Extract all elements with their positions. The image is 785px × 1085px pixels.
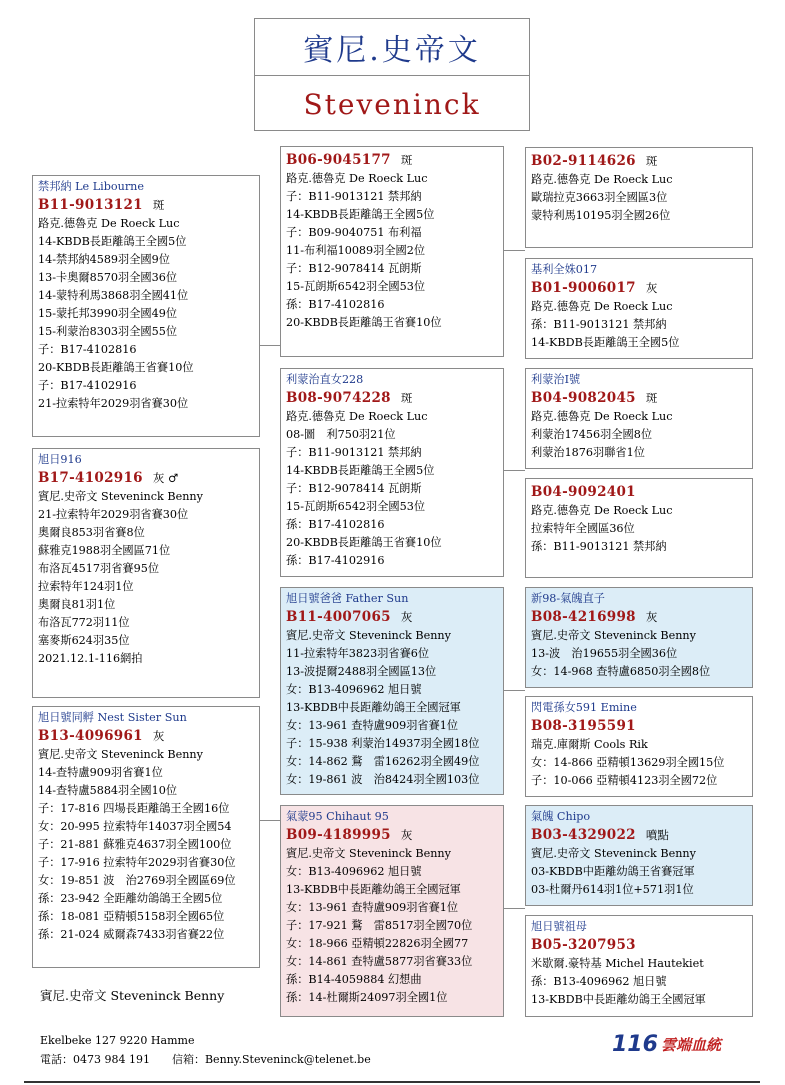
detail-line: 女：14-968 查特盧6850羽全國8位: [531, 665, 711, 678]
ring-row: [531, 482, 747, 502]
detail-line: 子：B17-4102916: [38, 379, 137, 392]
detail-line: 14-蒙特利馬3868羽全國41位: [38, 289, 189, 302]
ring-number: B17-4102916: [38, 470, 143, 486]
detail-line: 利蒙治17456羽全國8位: [531, 428, 653, 441]
detail-line: 路克.德魯克 De Roeck Luc: [531, 173, 673, 186]
detail-line: 14-KBDB長距離鴿王全國5位: [286, 208, 435, 221]
dam-dam-dam-card: [525, 915, 753, 1017]
detail-line: 21-拉索特年2029羽省賽30位: [38, 397, 189, 410]
detail-line: 孫：B17-4102816: [286, 518, 385, 531]
detail-line: 子：17-921 鶩 雷8517羽全國70位: [286, 919, 473, 932]
brand-logo: [612, 1032, 721, 1057]
detail-line: 03-KBDB中距離幼鴿王省賽冠軍: [531, 865, 695, 878]
ring-row: [38, 468, 254, 488]
detail-line: 11-布利福10089羽全國2位: [286, 244, 426, 257]
ring-number: B11-9013121: [38, 197, 143, 213]
detail-line: 拉索特年124羽1位: [38, 580, 134, 593]
logo-number: 116: [612, 1032, 658, 1057]
detail-line: 女：14-861 查特盧5877羽省賽33位: [286, 955, 473, 968]
detail-line: 女：13-961 查特盧909羽省賽1位: [286, 901, 459, 914]
detail-line: 13-波提爾2488羽全國區13位: [286, 665, 437, 678]
ring-number: B02-9114626: [531, 153, 636, 169]
detail-line: 20-KBDB長距離鴿王省賽10位: [38, 361, 194, 374]
owner-name-chinese: 賓尼.史帝文: [255, 19, 529, 76]
color-mark: 灰: [645, 610, 658, 624]
pigeon-name: 旭日號祖母: [531, 920, 587, 933]
ring-row: [531, 607, 747, 627]
detail-line: 15-蒙托邦3990羽全國49位: [38, 307, 178, 320]
detail-line: 子：B12-9078414 瓦朗斯: [286, 262, 422, 275]
detail-line: 孫：B11-9013121 禁邦納: [531, 318, 667, 331]
ring-number: B04-9092401: [531, 484, 636, 500]
ring-row: [531, 278, 747, 298]
detail-line: 路克.德魯克 De Roeck Luc: [531, 300, 673, 313]
detail-line: 孫：B13-4096962 旭日號: [531, 975, 667, 988]
detail-line: 路克.德魯克 De Roeck Luc: [531, 504, 673, 517]
dam-sire-sire-card: [525, 587, 753, 688]
detail-line: 03-杜爾丹614羽1位+571羽1位: [531, 883, 694, 896]
sire-dam-sire-card: [525, 368, 753, 469]
detail-line: 13-卡奧爾8570羽全國36位: [38, 271, 178, 284]
bottom-divider: [24, 1081, 760, 1083]
detail-line: 女：B13-4096962 旭日號: [286, 865, 422, 878]
sire-sire-card: [280, 146, 504, 357]
address-text: Ekelbeke 127 9220 Hamme: [40, 1034, 195, 1047]
pigeon-name: 基利全姝017: [531, 263, 598, 276]
connector-line: [504, 470, 525, 471]
detail-line: 14-KBDB長距離鴿王全國5位: [286, 464, 435, 477]
ring-number: B06-9045177: [286, 152, 391, 168]
detail-line: 2021.12.1-116網拍: [38, 652, 143, 665]
color-mark: 斑: [400, 153, 413, 167]
detail-line: 子：17-816 四場長距離鴿王全國16位: [38, 802, 230, 815]
owner-signature: 賓尼.史帝文 Steveninck Benny: [40, 988, 225, 1003]
detail-line: 女：19-861 波 治8424羽全國103位: [286, 773, 480, 786]
pigeon-name: 旭日916: [38, 453, 82, 466]
connector-line: [504, 250, 525, 251]
detail-line: 賓尼.史帝文 Steveninck Benny: [286, 847, 451, 860]
detail-line: 女：13-961 查特盧909羽省賽1位: [286, 719, 459, 732]
detail-line: 賓尼.史帝文 Steveninck Benny: [286, 629, 451, 642]
pigeon-name: 閃電孫女591 Emine: [531, 701, 637, 714]
ring-row: [531, 151, 747, 171]
detail-line: 14-KBDB長距離鴿王全國5位: [531, 336, 680, 349]
detail-line: 20-KBDB長距離鴿王省賽10位: [286, 536, 442, 549]
connector-line: [504, 690, 525, 691]
detail-line: 子：B11-9013121 禁邦納: [286, 446, 422, 459]
connector-line: [260, 820, 280, 821]
detail-line: 蘇雅克1988羽全國區71位: [38, 544, 171, 557]
contact-text: 電話：0473 984 191 信箱：Benny.Steveninck@telenet.be: [40, 1053, 371, 1066]
color-mark: 斑: [645, 154, 658, 168]
detail-line: 布洛瓦772羽11位: [38, 616, 130, 629]
detail-line: 女：18-966 亞精頓22826羽全國77: [286, 937, 469, 950]
dam-card: [32, 706, 260, 968]
dam-dam-card: [280, 805, 504, 1017]
detail-line: 13-波 治19655羽全國36位: [531, 647, 678, 660]
color-mark: 斑: [152, 198, 165, 212]
detail-line: 子：15-938 利蒙治14937羽全國18位: [286, 737, 480, 750]
color-mark: 斑: [645, 391, 658, 405]
detail-line: 13-KBDB中長距離幼鴿王全國冠軍: [286, 701, 461, 714]
sire-sire-sire-card: [525, 147, 753, 248]
detail-line: 塞麥斯624羽35位: [38, 634, 130, 647]
detail-line: 子：B12-9078414 瓦朗斯: [286, 482, 422, 495]
pigeon-name: 氣蒙95 Chihaut 95: [286, 810, 389, 823]
ring-row: [286, 150, 498, 170]
detail-line: 15-瓦朗斯6542羽全國53位: [286, 280, 426, 293]
detail-line: 女：14-862 鶩 雷16262羽全國49位: [286, 755, 480, 768]
owner-name-english: Steveninck: [303, 87, 481, 121]
detail-line: 路克.德魯克 De Roeck Luc: [286, 410, 428, 423]
detail-line: 利蒙治1876羽聯省1位: [531, 446, 645, 459]
detail-line: 路克.德魯克 De Roeck Luc: [531, 410, 673, 423]
detail-line: 15-利蒙治8303羽全國55位: [38, 325, 178, 338]
detail-line: 子：B17-4102816: [38, 343, 137, 356]
ring-number: B03-4329022: [531, 827, 636, 843]
detail-line: 賓尼.史帝文 Steveninck Benny: [531, 847, 696, 860]
detail-line: 08-圖 利750羽21位: [286, 428, 396, 441]
ring-row: [531, 388, 747, 408]
detail-line: 14-查特盧909羽省賽1位: [38, 766, 163, 779]
detail-line: 20-KBDB長距離鴿王省賽10位: [286, 316, 442, 329]
ring-number: B11-4007065: [286, 609, 391, 625]
pigeon-name: 禁邦納 Le Libourne: [38, 180, 145, 193]
pigeon-name: 新98-氣魄直子: [531, 592, 605, 605]
ring-row: [38, 726, 254, 746]
detail-line: 21-拉索特年2029羽省賽30位: [38, 508, 189, 521]
sire-sire-dam-card: [525, 258, 753, 359]
ring-number: B08-9074228: [286, 390, 391, 406]
detail-line: 孫：B17-4102916: [286, 554, 385, 567]
detail-line: 賓尼.史帝文 Steveninck Benny: [38, 490, 203, 503]
color-mark: 斑: [400, 391, 413, 405]
detail-line: 歐瑞拉克3663羽全國區3位: [531, 191, 668, 204]
dam-dam-sire-card: [525, 805, 753, 906]
dam-sire-dam-card: [525, 696, 753, 797]
ring-number: B09-4189995: [286, 827, 391, 843]
detail-line: 孫：B14-4059884 幻想曲: [286, 973, 422, 986]
detail-line: 15-瓦朗斯6542羽全國53位: [286, 500, 426, 513]
subject-card: [32, 448, 260, 698]
sire-dam-dam-card: [525, 478, 753, 578]
ring-number: B08-4216998: [531, 609, 636, 625]
ring-row: [531, 825, 747, 845]
detail-line: 子：B09-9040751 布利福: [286, 226, 422, 239]
pigeon-name: 利蒙治直女228: [286, 373, 364, 386]
detail-line: 孫：23-942 全距離幼鴿鴿王全國5位: [38, 892, 223, 905]
pigeon-name: 利蒙治Ⅰ號: [531, 373, 581, 386]
detail-line: 11-拉索特年3823羽省賽6位: [286, 647, 430, 660]
pigeon-name: 氣魄 Chipo: [531, 810, 591, 823]
detail-line: 蒙特利馬10195羽全國26位: [531, 209, 671, 222]
connector-line: [504, 908, 525, 909]
color-mark: 灰: [400, 610, 413, 624]
detail-line: 賓尼.史帝文 Steveninck Benny: [38, 748, 203, 761]
detail-line: 子：21-881 蘇雅克4637羽全國100位: [38, 838, 232, 851]
detail-line: 女：B13-4096962 旭日號: [286, 683, 422, 696]
detail-line: 拉索特年全國區36位: [531, 522, 635, 535]
detail-line: 13-KBDB中長距離幼鴿王全國冠軍: [531, 993, 706, 1006]
color-mark: 灰: [152, 729, 165, 743]
ring-row: [531, 716, 747, 736]
ring-number: B05-3207953: [531, 937, 636, 953]
pigeon-name: 旭日號爸爸 Father Sun: [286, 592, 409, 605]
ring-row: [531, 935, 747, 955]
detail-line: 孫：18-081 亞精頓5158羽全國65位: [38, 910, 225, 923]
detail-line: 女：20-995 拉索特年14037羽全國54: [38, 820, 232, 833]
detail-line: 14-查特盧5884羽全國10位: [38, 784, 178, 797]
detail-line: 米歇爾.豪特基 Michel Hautekiet: [531, 957, 704, 970]
ring-row: [286, 388, 498, 408]
color-mark: 灰 ♂: [152, 471, 179, 485]
detail-line: 奧爾良81羽1位: [38, 598, 116, 611]
detail-line: 14-KBDB長距離鴿王全國5位: [38, 235, 187, 248]
detail-line: 孫：14-杜爾斯24097羽全國1位: [286, 991, 448, 1004]
detail-line: 賓尼.史帝文 Steveninck Benny: [531, 629, 696, 642]
detail-line: 奧爾良853羽省賽8位: [38, 526, 145, 539]
ring-number: B13-4096961: [38, 728, 143, 744]
ring-row: [286, 607, 498, 627]
color-mark: 灰: [645, 281, 658, 295]
color-mark: 灰: [400, 828, 413, 842]
pedigree-header: [254, 18, 530, 131]
detail-line: 孫：21-024 威爾森7433羽省賽22位: [38, 928, 225, 941]
detail-line: 子：B11-9013121 禁邦納: [286, 190, 422, 203]
sire-dam-card: [280, 368, 504, 577]
detail-line: 路克.德魯克 De Roeck Luc: [38, 217, 180, 230]
detail-line: 13-KBDB中長距離幼鴿王全國冠軍: [286, 883, 461, 896]
detail-line: 女：19-851 波 治2769羽全國區69位: [38, 874, 236, 887]
detail-line: 女：14-866 亞精頓13629羽全國15位: [531, 756, 725, 769]
detail-line: 子：10-066 亞精頓4123羽全國72位: [531, 774, 718, 787]
detail-line: 布洛瓦4517羽省賽95位: [38, 562, 160, 575]
detail-line: 14-禁邦納4589羽全國9位: [38, 253, 170, 266]
logo-text: 雲端血統: [660, 1036, 721, 1054]
pigeon-name: 旭日號同孵 Nest Sister Sun: [38, 711, 187, 724]
ring-number: B04-9082045: [531, 390, 636, 406]
color-mark: 噴點: [645, 828, 669, 842]
detail-line: 孫：B11-9013121 禁邦納: [531, 540, 667, 553]
connector-line: [260, 345, 280, 346]
detail-line: 孫：B17-4102816: [286, 298, 385, 311]
dam-sire-card: [280, 587, 504, 795]
detail-line: 路克.德魯克 De Roeck Luc: [286, 172, 428, 185]
detail-line: 子：17-916 拉索特年2029羽省賽30位: [38, 856, 236, 869]
ring-number: B08-3195591: [531, 718, 636, 734]
sire-card: [32, 175, 260, 437]
ring-row: [38, 195, 254, 215]
detail-line: 瑞克.庫爾斯 Cools Rik: [531, 738, 648, 751]
ring-number: B01-9006017: [531, 280, 636, 296]
ring-row: [286, 825, 498, 845]
